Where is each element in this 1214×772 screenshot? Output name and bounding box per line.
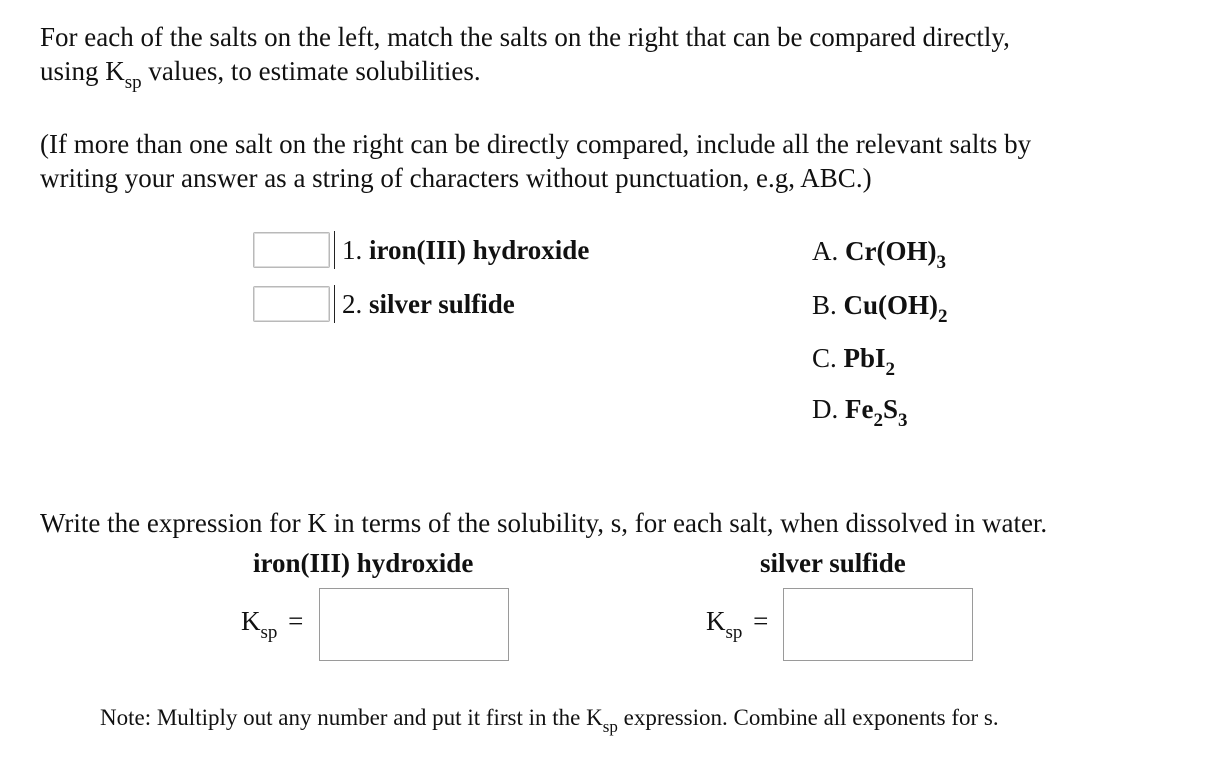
ksp-subscript: sp bbox=[124, 72, 142, 93]
salt-header-iron-hydroxide: iron(III) hydroxide bbox=[253, 548, 474, 578]
right-item-letter: C. bbox=[812, 343, 837, 373]
right-item-formula: PbI$_2$ bbox=[843, 343, 896, 380]
right-item-formula: $Cr(OH)_3$ bbox=[845, 236, 946, 273]
match-answer-input-2[interactable] bbox=[253, 286, 330, 322]
instructions-line-1: For each of the salts on the left, match the salts on the right that can be compared directly, bbox=[40, 22, 1010, 52]
instructions-line-2-end: values, to estimate solubilities. bbox=[141, 56, 481, 86]
ksp-label-1: $K_{sp}$ = bbox=[241, 606, 304, 643]
right-item-d bbox=[812, 392, 908, 431]
left-item-name: iron(III) hydroxide bbox=[369, 235, 590, 265]
right-item-c bbox=[812, 341, 896, 380]
salt-header-silver-sulfide: silver sulfide bbox=[760, 548, 906, 578]
right-item-letter: B. bbox=[812, 290, 837, 320]
left-item-1 bbox=[334, 231, 589, 269]
instructions-note-line-2: writing your answer as a string of characters without punctuation, e.g, ABC.) bbox=[40, 163, 872, 193]
right-item-formula: $Cu(OH)_2$ bbox=[843, 290, 948, 327]
left-item-number: 2. bbox=[342, 289, 363, 319]
instructions-paragraph bbox=[40, 20, 1010, 93]
match-answer-input-1[interactable] bbox=[253, 232, 330, 268]
left-item-number: 1. bbox=[342, 235, 363, 265]
right-item-letter: A. bbox=[812, 236, 839, 266]
left-item-name: silver sulfide bbox=[369, 289, 515, 319]
instructions-line-2-start: using K bbox=[40, 56, 125, 86]
note-text: Note: Multiply out any number and put it first in the $K_{sp}$ expression. Combine all exponents for s. bbox=[100, 705, 999, 736]
instructions-note-paragraph bbox=[40, 127, 1031, 195]
right-item-letter: D. bbox=[812, 394, 839, 424]
expression-prompt: Write the expression for K in terms of the solubility, s, for each salt, when dissolved in water. bbox=[40, 508, 1048, 538]
right-item-a bbox=[812, 234, 946, 273]
right-item-formula: $Fe_2S_3$ bbox=[845, 394, 908, 431]
ksp-expression-input-iron-hydroxide[interactable] bbox=[319, 588, 509, 661]
ksp-expression-input-silver-sulfide[interactable] bbox=[783, 588, 973, 661]
left-item-2 bbox=[334, 285, 515, 323]
ksp-label-2: $K_{sp}$ = bbox=[706, 606, 769, 643]
instructions-note-line-1: (If more than one salt on the right can be directly compared, include all the relevant salts by bbox=[40, 129, 1032, 159]
right-item-b bbox=[812, 288, 948, 327]
